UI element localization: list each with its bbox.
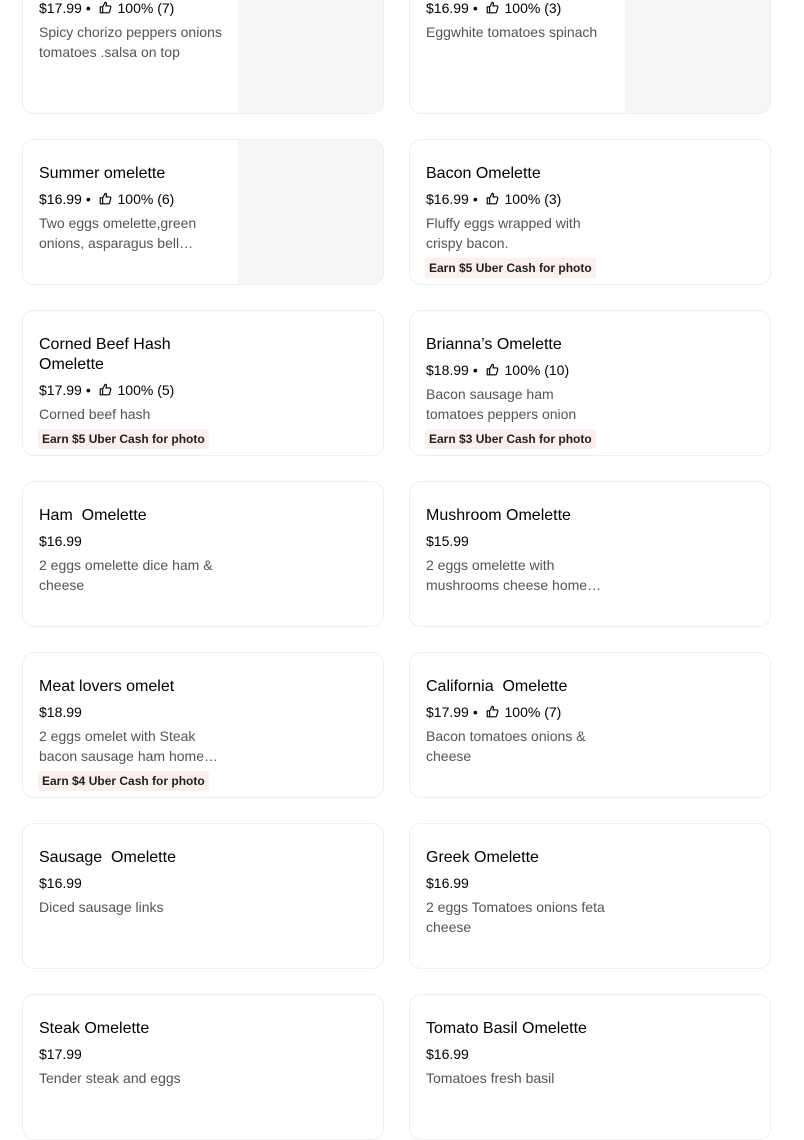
menu-item-card[interactable] <box>409 994 771 1140</box>
menu-item-price: $16.99 <box>426 0 469 16</box>
menu-item-name: Steak Omelette <box>39 1020 150 1037</box>
menu-item-description: Corned beef hash <box>39 406 151 422</box>
menu-item-name: Sausage Omelette <box>39 849 176 866</box>
menu-item-meta <box>426 702 610 722</box>
meta-separator: • <box>472 362 478 378</box>
menu-item-card[interactable] <box>409 481 771 627</box>
menu-item-details <box>426 335 610 449</box>
menu-item-name: Summer omelette <box>39 165 166 182</box>
menu-item-price: $16.99 <box>426 875 469 891</box>
menu-item-meta <box>39 702 223 722</box>
menu-item-grid <box>22 0 771 1140</box>
menu-item-details <box>39 164 223 253</box>
menu-item-name: Tomato Basil Omelette <box>426 1020 587 1037</box>
uber-cash-photo-badge: Earn $5 Uber Cash for photo <box>425 258 596 278</box>
menu-item-name: California Omelette <box>426 678 568 695</box>
menu-item-description: 2 eggs Tomatoes onions feta cheese <box>426 899 605 935</box>
menu-item-meta <box>426 0 610 18</box>
menu-item-price: $16.99 <box>426 1046 469 1062</box>
menu-item-description: Spicy chorizo peppers onions tomatoes .salsa on top <box>39 24 222 60</box>
menu-item-meta <box>39 380 223 400</box>
menu-item-price: $16.99 <box>426 191 469 207</box>
menu-item-rating-value: 100% (6) <box>117 191 175 207</box>
menu-item-price: $16.99 <box>39 533 82 549</box>
uber-cash-photo-badge: Earn $4 Uber Cash for photo <box>38 771 209 791</box>
menu-item-description: Bacon sausage ham tomatoes peppers onion <box>426 386 577 422</box>
menu-item-details <box>39 848 223 917</box>
menu-item-meta <box>39 531 223 551</box>
menu-item-description: 2 eggs omelette with mushrooms cheese home <box>426 557 588 593</box>
thumbs-up-icon <box>99 383 112 396</box>
menu-item-rating <box>82 189 175 209</box>
menu-item-description: Bacon tomatoes onions & cheese <box>426 728 586 764</box>
menu-item-details <box>39 677 223 791</box>
menu-item-meta <box>39 0 223 18</box>
thumbs-up-icon <box>99 192 112 205</box>
menu-item-rating-value: 100% (3) <box>504 191 562 207</box>
menu-item-card[interactable] <box>409 823 771 969</box>
thumbs-up-icon <box>486 1 499 14</box>
menu-item-card[interactable] <box>22 823 384 969</box>
menu-item-name: Mushroom Omelette <box>426 507 571 524</box>
menu-item-meta <box>426 360 610 380</box>
menu-item-description: Fluffy eggs wrapped with crispy bacon. <box>426 215 581 251</box>
menu-item-rating-value: 100% (3) <box>504 0 562 16</box>
menu-item-photo <box>238 0 383 113</box>
menu-item-rating <box>469 702 562 722</box>
menu-item-meta <box>426 531 610 551</box>
meta-separator: • <box>85 0 91 16</box>
menu-item-price: $17.99 <box>426 704 469 720</box>
menu-item-rating <box>82 380 175 400</box>
menu-item-name: Greek Omelette <box>426 849 539 866</box>
menu-item-details <box>426 0 610 42</box>
menu-item-name: Brianna’s Omelette <box>426 336 562 353</box>
menu-item-description: Tender steak and eggs <box>39 1070 181 1086</box>
menu-item-name: Bacon Omelette <box>426 165 541 182</box>
menu-item-meta <box>426 189 610 209</box>
thumbs-up-icon <box>486 192 499 205</box>
menu-item-rating-value: 100% (5) <box>117 382 175 398</box>
menu-item-rating <box>469 360 569 380</box>
thumbs-up-icon <box>99 1 112 14</box>
menu-item-description: Eggwhite tomatoes spinach <box>426 24 598 40</box>
menu-item-rating-value: 100% (10) <box>504 362 570 378</box>
meta-separator: • <box>85 191 91 207</box>
menu-item-card[interactable] <box>22 994 384 1140</box>
menu-item-rating-value: 100% (7) <box>504 704 562 720</box>
meta-separator: • <box>472 191 478 207</box>
menu-item-details <box>426 1019 610 1088</box>
menu-item-photo <box>625 0 770 113</box>
menu-item-card[interactable] <box>409 0 771 114</box>
menu-item-price: $15.99 <box>426 533 469 549</box>
menu-item-price: $18.99 <box>39 704 82 720</box>
menu-item-details <box>39 1019 223 1088</box>
menu-item-description: Two eggs omelette,green onions, asparagus bell <box>39 215 197 251</box>
menu-item-name: Corned Beef Hash Omelette <box>39 336 176 373</box>
menu-item-price: $17.99 <box>39 382 82 398</box>
menu-item-card[interactable] <box>409 310 771 456</box>
menu-item-meta <box>39 1044 223 1064</box>
menu-item-card[interactable] <box>22 481 384 627</box>
menu-item-photo <box>238 140 383 284</box>
menu-item-card[interactable] <box>409 139 771 285</box>
menu-item-details <box>426 677 610 766</box>
menu-item-meta <box>39 873 223 893</box>
menu-item-price: $16.99 <box>39 191 82 207</box>
menu-item-meta <box>426 873 610 893</box>
meta-separator: • <box>85 382 91 398</box>
menu-item-description: Tomatoes fresh basil <box>426 1070 555 1086</box>
menu-item-details <box>426 506 610 595</box>
menu-item-price: $16.99 <box>39 875 82 891</box>
menu-item-meta <box>39 189 223 209</box>
meta-separator: • <box>472 0 478 16</box>
menu-item-rating <box>469 189 562 209</box>
menu-item-details <box>39 0 223 62</box>
menu-item-details <box>39 506 223 595</box>
menu-item-card[interactable] <box>22 310 384 456</box>
thumbs-up-icon <box>486 363 499 376</box>
menu-item-name: Meat lovers omelet <box>39 678 175 695</box>
menu-item-description: 2 eggs omelette dice ham & cheese <box>39 557 213 593</box>
menu-item-price: $17.99 <box>39 0 82 16</box>
menu-item-details <box>426 848 610 937</box>
menu-item-description: Diced sausage links <box>39 899 164 915</box>
menu-item-name: Ham Omelette <box>39 507 147 524</box>
menu-item-details <box>39 335 223 449</box>
menu-item-description: 2 eggs omelet with Steak bacon sausage ham home <box>39 728 204 764</box>
menu-item-card[interactable] <box>22 139 384 285</box>
menu-item-rating <box>469 0 562 18</box>
menu-item-card[interactable] <box>409 652 771 798</box>
menu-item-rating <box>82 0 175 18</box>
menu-item-price: $18.99 <box>426 362 469 378</box>
menu-item-details <box>426 164 610 278</box>
thumbs-up-icon <box>486 705 499 718</box>
uber-cash-photo-badge: Earn $3 Uber Cash for photo <box>425 429 596 449</box>
menu-item-price: $17.99 <box>39 1046 82 1062</box>
meta-separator: • <box>472 704 478 720</box>
menu-item-card[interactable] <box>22 0 384 114</box>
menu-item-meta <box>426 1044 610 1064</box>
uber-cash-photo-badge: Earn $5 Uber Cash for photo <box>38 429 209 449</box>
menu-item-rating-value: 100% (7) <box>117 0 175 16</box>
menu-item-card[interactable] <box>22 652 384 798</box>
